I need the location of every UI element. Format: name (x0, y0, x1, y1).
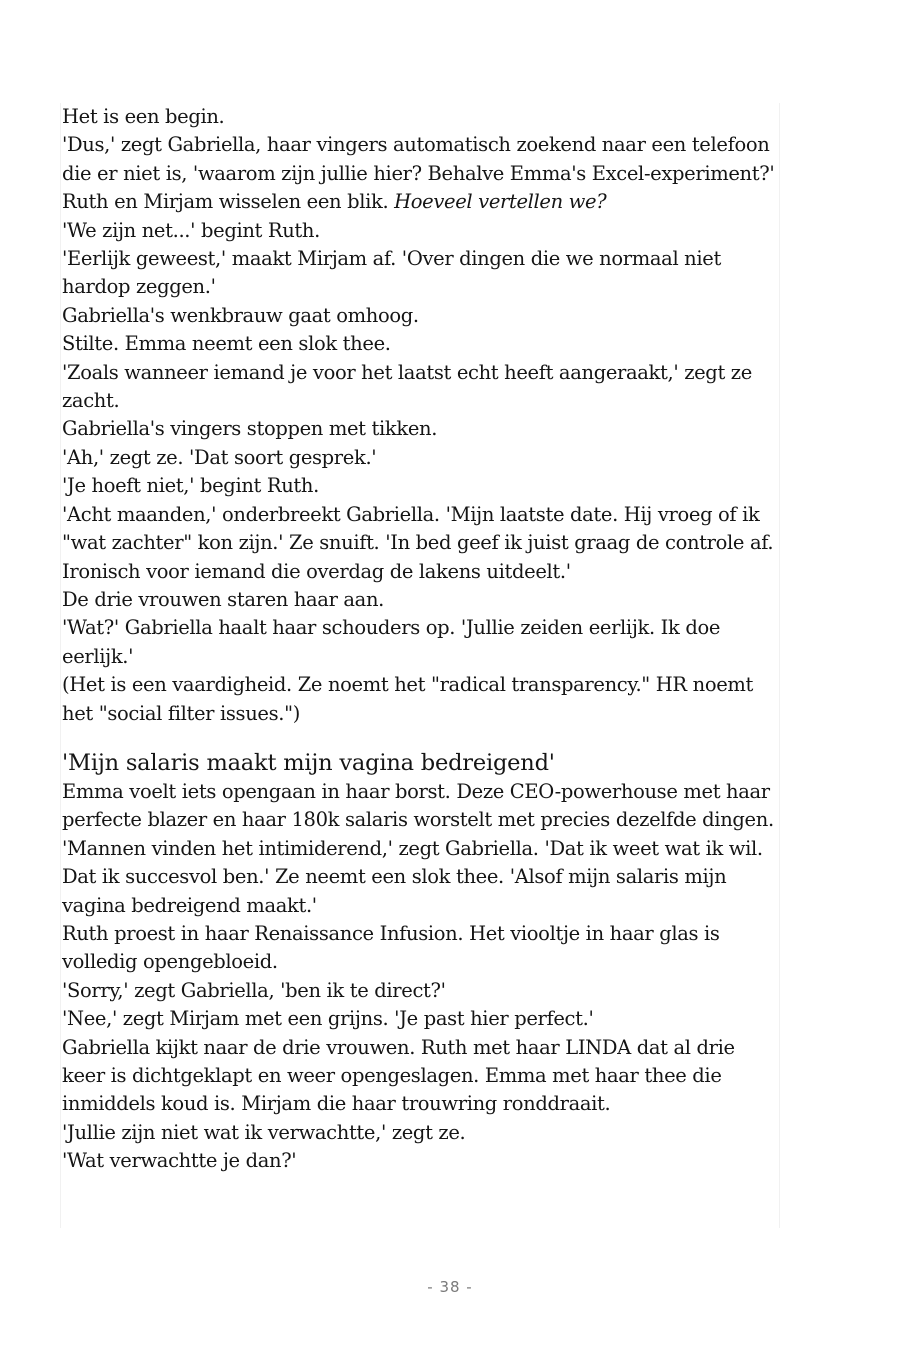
paragraph: 'Wat?' Gabriella haalt haar schouders op. 'Jullie zeiden eerlijk. Ik doe eerlijk.' (62, 616, 721, 668)
paragraph: 'Je hoeft niet,' begint Ruth. (62, 474, 319, 498)
paragraph: 'Zoals wanneer iemand je voor het laatst echt heeft aangeraakt,' zegt ze zacht. (62, 360, 752, 413)
paragraph: Ruth proest in haar Renaissance Infusion. Het viooltje in haar glas is volledig opengebloeid. (62, 921, 720, 974)
section-heading: 'Mijn salaris maakt mijn vagina bedreigend' (62, 749, 555, 776)
paragraph: 'Wat verwachtte je dan?' (62, 1149, 297, 1173)
paragraph: Stilte. Emma neemt een slok thee. (62, 332, 391, 356)
paragraph: De drie vrouwen staren haar aan. (62, 587, 385, 611)
paragraph: 'Ah,' zegt ze. 'Dat soort gesprek.' (62, 445, 377, 469)
paragraph: Het is een begin. (62, 105, 225, 128)
paragraph: Gabriella's vingers stoppen met tikken. (62, 417, 438, 441)
paragraph: 'Mannen vinden het intimiderend,' zegt Gabriella. 'Dat ik weet wat ik wil. Dat ik succesvol ben.' Ze neemt een slok thee. 'Alsof mijn salaris mijn vagina bedreigend maakt.' (62, 836, 763, 917)
paragraph (62, 188, 778, 216)
paragraph: 'Jullie zijn niet wat ik verwachtte,' zegt ze. (62, 1120, 466, 1144)
italic-thought: Hoeveel vertellen we? (394, 190, 607, 214)
paragraph-text: Ruth en Mirjam wisselen een blik. (62, 190, 395, 214)
paragraph: 'Dus,' zegt Gabriella, haar vingers automatisch zoekend naar een telefoon die er niet is, 'waarom zijn jullie hier? Behalve Emma's Excel-experiment?' (62, 133, 775, 185)
paragraph: 'Sorry,' zegt Gabriella, 'ben ik te direct?' (62, 978, 446, 1002)
paragraph: 'We zijn net...' begint Ruth. (62, 218, 320, 242)
paragraph: Gabriella's wenkbrauw gaat omhoog. (62, 303, 419, 327)
body-text (62, 103, 778, 1176)
paragraph: 'Eerlijk geweest,' maakt Mirjam af. 'Over dingen die we normaal niet hardop zeggen.' (62, 247, 721, 299)
paragraph: 'Acht maanden,' onderbreekt Gabriella. 'Mijn laatste date. Hij vroeg of ik "wat zachter" kon zijn.' Ze snuift. 'In bed geef ik juist graag de controle af. Ironisch voor iemand die overdag de lakens uitdeelt.' (62, 502, 774, 583)
paragraph: (Het is een vaardigheid. Ze noemt het "radical transparency." HR noemt het "social filter issues.") (62, 673, 754, 725)
page-number: - 38 - (427, 1278, 473, 1296)
paragraph: Emma voelt iets opengaan in haar borst. Deze CEO-powerhouse met haar perfecte blazer en haar 180k salaris worstelt met precies dezelfde dingen. (62, 779, 774, 832)
paragraph: Gabriella kijkt naar de drie vrouwen. Ruth met haar LINDA dat al drie keer is dichtgeklapt en weer opengeslagen. Emma met haar thee die inmiddels koud is. Mirjam die haar trouwring ronddraait. (62, 1035, 735, 1116)
paragraph: 'Nee,' zegt Mirjam met een grijns. 'Je past hier perfect.' (62, 1007, 594, 1031)
